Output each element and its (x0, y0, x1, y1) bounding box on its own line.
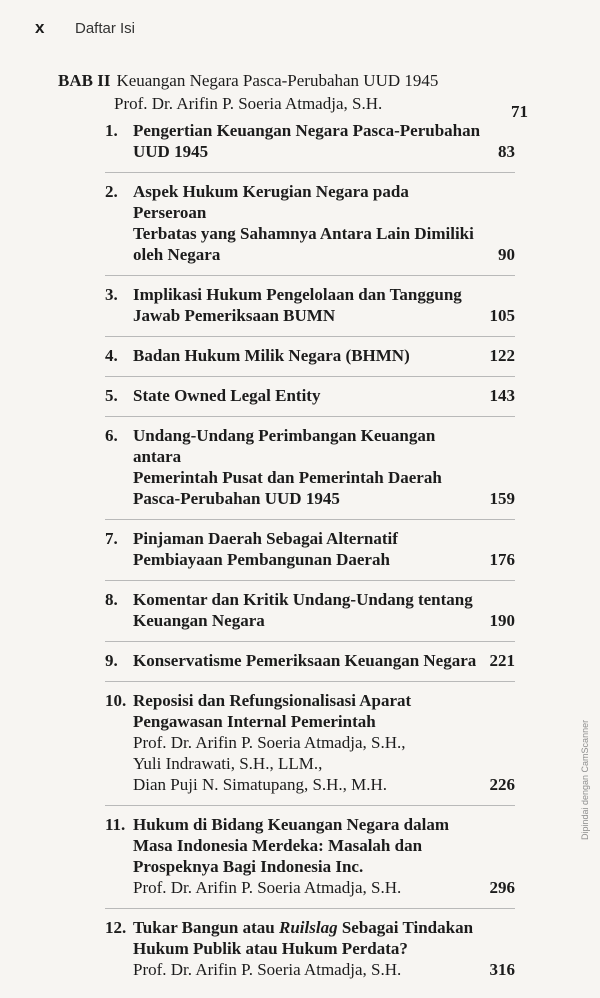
toc-item-title-line: Komentar dan Kritik Undang-Undang tentang (133, 590, 473, 609)
toc-item (105, 385, 515, 417)
toc-item-title-line: Terbatas yang Sahamnya Antara Lain Dimiliki (133, 224, 474, 243)
toc-item-number: 10. (105, 691, 127, 710)
toc-item-title-line: State Owned Legal Entity (133, 386, 321, 405)
toc-list (105, 120, 515, 998)
page-header (35, 18, 135, 40)
chapter-label: BAB II (58, 71, 111, 90)
toc-item-title-line: Pembiayaan Pembangunan Daerah (133, 550, 390, 569)
toc-item-title-line: Keuangan Negara (133, 611, 265, 630)
toc-item-title-line: Hukum Publik atau Hukum Perdata? (133, 939, 408, 958)
toc-item (105, 528, 515, 581)
toc-item (105, 589, 515, 642)
chapter-author: Prof. Dr. Arifin P. Soeria Atmadja, S.H. (114, 94, 383, 113)
toc-item-title-line: Konservatisme Pemeriksaan Keuangan Negara (133, 651, 477, 670)
toc-item-title-line: Implikasi Hukum Pengelolaan dan Tanggung (133, 285, 462, 304)
toc-item-author: Prof. Dr. Arifin P. Soeria Atmadja, S.H. (133, 878, 402, 897)
watermark-text: Dipindai dengan CamScanner (580, 719, 590, 840)
toc-item (105, 345, 515, 377)
toc-item (105, 917, 515, 990)
toc-item-number: 2. (105, 182, 118, 201)
toc-item-page: 316 (489, 960, 515, 979)
toc-item-title-line (133, 917, 483, 938)
toc-item-number: 5. (105, 386, 118, 405)
toc-item-title-line: Jawab Pemeriksaan BUMN (133, 306, 336, 325)
page-number: x (35, 18, 45, 37)
toc-item-page: 176 (489, 550, 515, 569)
toc-item (105, 284, 515, 337)
toc-item (105, 814, 515, 909)
toc-item-page: 105 (489, 306, 515, 325)
toc-item-title-line: Reposisi dan Refungsionalisasi Aparat (133, 691, 412, 710)
toc-item-title-segment: Tukar Bangun atau (133, 918, 279, 937)
chapter-entry (58, 70, 528, 122)
toc-item-author: Yuli Indrawati, S.H., LLM., (133, 754, 323, 773)
toc-item-title-line: Masa Indonesia Merdeka: Masalah dan (133, 836, 423, 855)
toc-item-number: 4. (105, 346, 118, 365)
toc-item-page: 159 (489, 489, 515, 508)
toc-item-title-line: Hukum di Bidang Keuangan Negara dalam (133, 815, 449, 834)
toc-item-title-line: Prospeknya Bagi Indonesia Inc. (133, 857, 364, 876)
running-title: Daftar Isi (75, 20, 136, 37)
toc-item-page: 143 (489, 386, 515, 405)
toc-item-page: 296 (489, 878, 515, 897)
scanner-watermark (580, 700, 594, 840)
toc-item-number: 11. (105, 815, 126, 834)
toc-item-page: 122 (489, 346, 515, 365)
toc-item-title-line: Pinjaman Daerah Sebagai Alternatif (133, 529, 398, 548)
toc-item (105, 690, 515, 806)
toc-item-page: 90 (498, 245, 515, 264)
toc-item-page: 221 (489, 651, 515, 670)
toc-item-author: Dian Puji N. Simatupang, S.H., M.H. (133, 775, 388, 794)
toc-item-title-line: oleh Negara (133, 245, 221, 264)
toc-item-number: 9. (105, 651, 118, 670)
toc-item-number: 12. (105, 918, 127, 937)
toc-item-title-segment: Ruilslag (279, 918, 338, 937)
toc-item-title-line: Pengertian Keuangan Negara Pasca-Perubahan (133, 121, 481, 140)
toc-item-title-line: Undang-Undang Perimbangan Keuangan antara (133, 426, 436, 466)
toc-item (105, 425, 515, 520)
toc-item-number: 6. (105, 426, 118, 445)
toc-item (105, 650, 515, 682)
toc-item-author: Prof. Dr. Arifin P. Soeria Atmadja, S.H., (133, 733, 406, 752)
toc-item (105, 120, 515, 173)
toc-item-author: Prof. Dr. Arifin P. Soeria Atmadja, S.H. (133, 960, 402, 979)
toc-item-number: 1. (105, 121, 118, 140)
toc-item-title-line: Pengawasan Internal Pemerintah (133, 712, 376, 731)
toc-item-number: 7. (105, 529, 118, 548)
toc-item-title-segment: Sebagai Tindakan (337, 918, 474, 937)
chapter-page: 71 (511, 102, 528, 121)
toc-item-number: 8. (105, 590, 118, 609)
chapter-title: Keuangan Negara Pasca-Perubahan UUD 1945 (116, 71, 439, 90)
toc-item-title-line: UUD 1945 (133, 142, 209, 161)
toc-item-title-line: Aspek Hukum Kerugian Negara pada Perseroan (133, 182, 409, 222)
toc-item-title-line: Badan Hukum Milik Negara (BHMN) (133, 346, 410, 365)
toc-item-page: 83 (498, 142, 515, 161)
toc-item (105, 181, 515, 276)
toc-item-page: 190 (489, 611, 515, 630)
toc-item-title-line: Pasca-Perubahan UUD 1945 (133, 489, 340, 508)
toc-item-title-line: Pemerintah Pusat dan Pemerintah Daerah (133, 468, 442, 487)
toc-item-page: 226 (489, 775, 515, 794)
toc-item-number: 3. (105, 285, 118, 304)
